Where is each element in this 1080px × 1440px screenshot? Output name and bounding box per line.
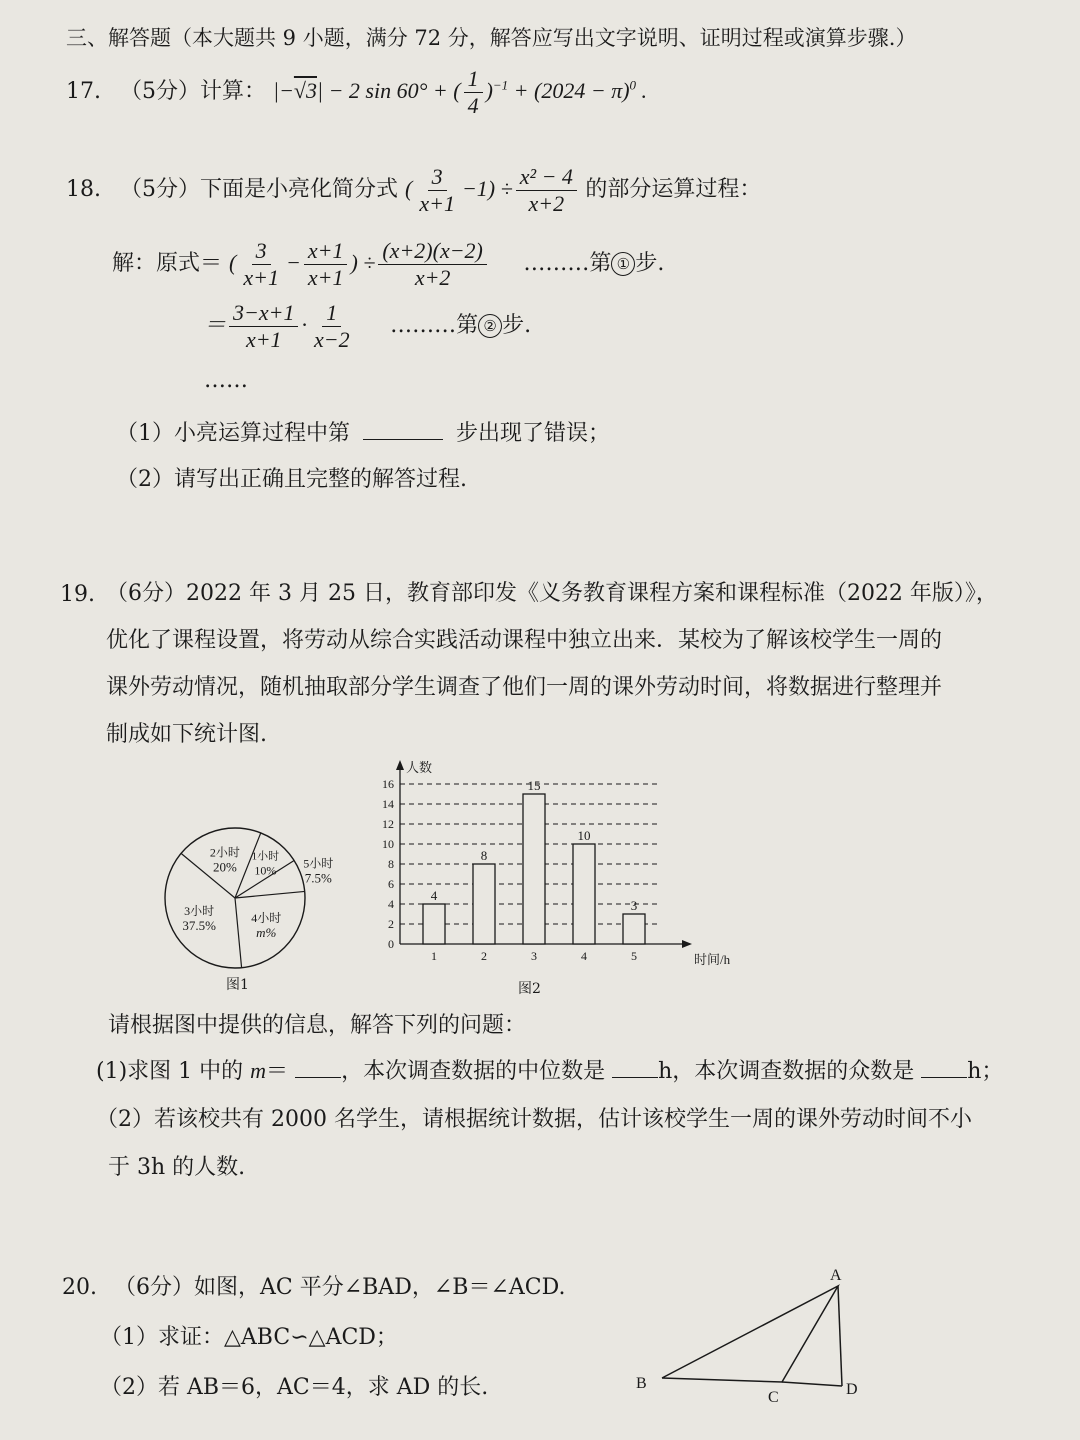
pie-divider [235, 898, 242, 968]
label-a: A [830, 1267, 842, 1284]
pie-slice-percent: 7.5% [304, 870, 332, 886]
q19-line: 优化了课程设置，将劳动从综合实践活动课程中独立出来．某校为了解该校学生一周的 [106, 628, 943, 653]
pie-divider [235, 891, 305, 898]
answer-blank-median[interactable] [612, 1077, 658, 1078]
pie-slice-label: 5小时 [303, 856, 334, 871]
bar [423, 904, 445, 944]
pie-slice-label: 2小时 [209, 845, 240, 860]
step-1-marker: ① [611, 252, 635, 276]
step-2-marker: ② [478, 314, 502, 338]
q19-line: 课外劳动情况，随机抽取部分学生调查了他们一周的课外劳动时间，将数据进行整理并 [106, 675, 943, 700]
x-axis-title: 时间/h [694, 952, 730, 967]
fig2-caption: 图2 [518, 981, 541, 997]
x-tick-label: 2 [481, 949, 487, 963]
pie-slice-label: 4小时 [251, 910, 282, 925]
power-term: + (2024 − π) [508, 77, 630, 103]
q17-expression [273, 66, 648, 119]
y-tick-label: 14 [382, 797, 394, 811]
bar-value-label: 15 [527, 778, 541, 793]
bar [573, 844, 595, 944]
period: . [636, 77, 648, 103]
x-axis-arrow [682, 940, 692, 948]
answer-blank-m[interactable] [295, 1077, 341, 1078]
q17 [66, 66, 647, 120]
edge-cd [782, 1382, 842, 1386]
q20-stem [62, 1270, 565, 1301]
bar-value-label: 10 [577, 828, 591, 843]
q18-step2: ＝ $\frac{3-x+1}{x+1}$ · $\frac{1}{x-2}$ ………第 ② 步. [204, 300, 532, 353]
pie-slice-percent: m% [256, 924, 277, 940]
q19-line: （6分）2022 年 3 月 25 日，教育部印发《义务教育课程方案和课程标准（2022 年版）》， [106, 581, 998, 606]
abs-bar: | [317, 77, 324, 103]
q20-text: （6分）如图，AC 平分∠BAD，∠B＝∠ACD. [114, 1275, 566, 1300]
y-tick-label: 8 [388, 857, 394, 871]
bar-value-label: 8 [480, 848, 488, 863]
pie-slice-label: 3小时 [184, 903, 215, 918]
section-title: 三、解答题（本大题共 9 小题，满分 72 分，解答应写出文字说明、证明过程或演算步骤.） [66, 26, 917, 50]
x-tick-label: 4 [581, 949, 587, 963]
triangle-figure [630, 1262, 880, 1434]
bar-value-label: 4 [430, 888, 438, 903]
answer-blank-mode[interactable] [921, 1077, 967, 1078]
abs-bar: | [273, 77, 280, 103]
y-tick-label: 6 [388, 877, 394, 891]
bar-chart [360, 752, 730, 972]
y-tick-label: 12 [382, 817, 394, 831]
q20-sub1: （1）求证：△ABC∽△ACD； [100, 1325, 398, 1350]
q19-sub1: (1)求图 1 中的 m＝ ，本次调查数据的中位数是 h，本次调查数据的众数是 h； [96, 1058, 1004, 1084]
q18-intro-tail: 的部分运算过程： [585, 176, 762, 202]
pie-slice-percent: 20% [212, 859, 237, 875]
q18-expression: ( $\frac{3}{x+1}$ −1) ÷ $\frac{\text{x² − 4}}{x+2}$ [405, 176, 585, 201]
q18-sub2: （2）请写出正确且完整的解答过程. [116, 467, 467, 492]
q19-paragraph [106, 570, 1036, 758]
q18-number: 18. [66, 176, 101, 202]
y-tick-label: 4 [388, 897, 394, 911]
q18-ellipsis: …… [204, 368, 248, 393]
y-tick-label: 16 [382, 777, 394, 791]
label-c: C [768, 1389, 779, 1406]
solution-label: 解：原式＝ [112, 250, 223, 276]
y-axis-arrow [396, 760, 404, 770]
q19-sub2-line2: 于 3h 的人数. [108, 1155, 246, 1180]
bar [523, 794, 545, 944]
label-d: D [846, 1381, 858, 1398]
exponent: −1 [492, 77, 509, 93]
q18-step1: 解：原式＝ ( $\frac{3}{x+1}$ − $\frac{x+1}{x+1}$ ) ÷ $\frac{(x+2)(x-2)}{x+2}$ ………第 ① 步. [112, 238, 665, 291]
x-tick-label: 5 [631, 949, 637, 963]
fig1-caption: 图1 [226, 977, 249, 993]
edge-ad [838, 1286, 842, 1386]
q17-points: （5分）计算： [120, 78, 266, 104]
bar [473, 864, 495, 944]
answer-blank[interactable] [363, 439, 443, 440]
y-tick-label: 10 [382, 837, 394, 851]
y-axis-title: 人数 [406, 760, 433, 775]
exponent: 0 [629, 77, 637, 93]
sin-term: − 2 sin 60° + ( [323, 77, 461, 103]
q19-number: 19. [60, 582, 95, 607]
q19-line: 制成如下统计图. [106, 722, 267, 747]
q18-sub1: （1）小亮运算过程中第 步出现了错误； [116, 421, 611, 446]
q19-sub2-line1: （2）若该校共有 2000 名学生，请根据统计数据，估计该校学生一周的课外劳动时间不小 [96, 1107, 972, 1132]
label-b: B [636, 1375, 647, 1392]
pie-slice-percent: 37.5% [182, 917, 216, 933]
q18-intro: （5分）下面是小亮化简分式 [120, 176, 398, 202]
q20-number: 20. [62, 1275, 97, 1300]
y-tick-label: 0 [388, 937, 394, 951]
x-tick-label: 1 [431, 949, 437, 963]
q20-sub2: （2）若 AB＝6，AC＝4，求 AD 的长. [100, 1375, 489, 1400]
y-tick-label: 2 [388, 917, 394, 931]
bar [623, 914, 645, 944]
bar-value-label: 3 [630, 898, 638, 913]
quarter-fraction: $\frac{1}{4}$ [464, 66, 483, 120]
x-tick-label: 3 [531, 949, 537, 963]
paren: ) [485, 77, 493, 103]
pie-slice-percent: 10% [254, 863, 277, 878]
sqrt-3: √3 [293, 77, 317, 103]
pie-slice-label: 1小时 [251, 850, 280, 863]
minus-sign: − [279, 77, 294, 103]
q19-prompt: 请根据图中提供的信息，解答下列的问题： [108, 1013, 527, 1038]
q18-stem [66, 164, 761, 218]
pie-chart [150, 800, 370, 1000]
triangle-edges [662, 1286, 838, 1382]
q17-number: 17. [66, 78, 101, 104]
